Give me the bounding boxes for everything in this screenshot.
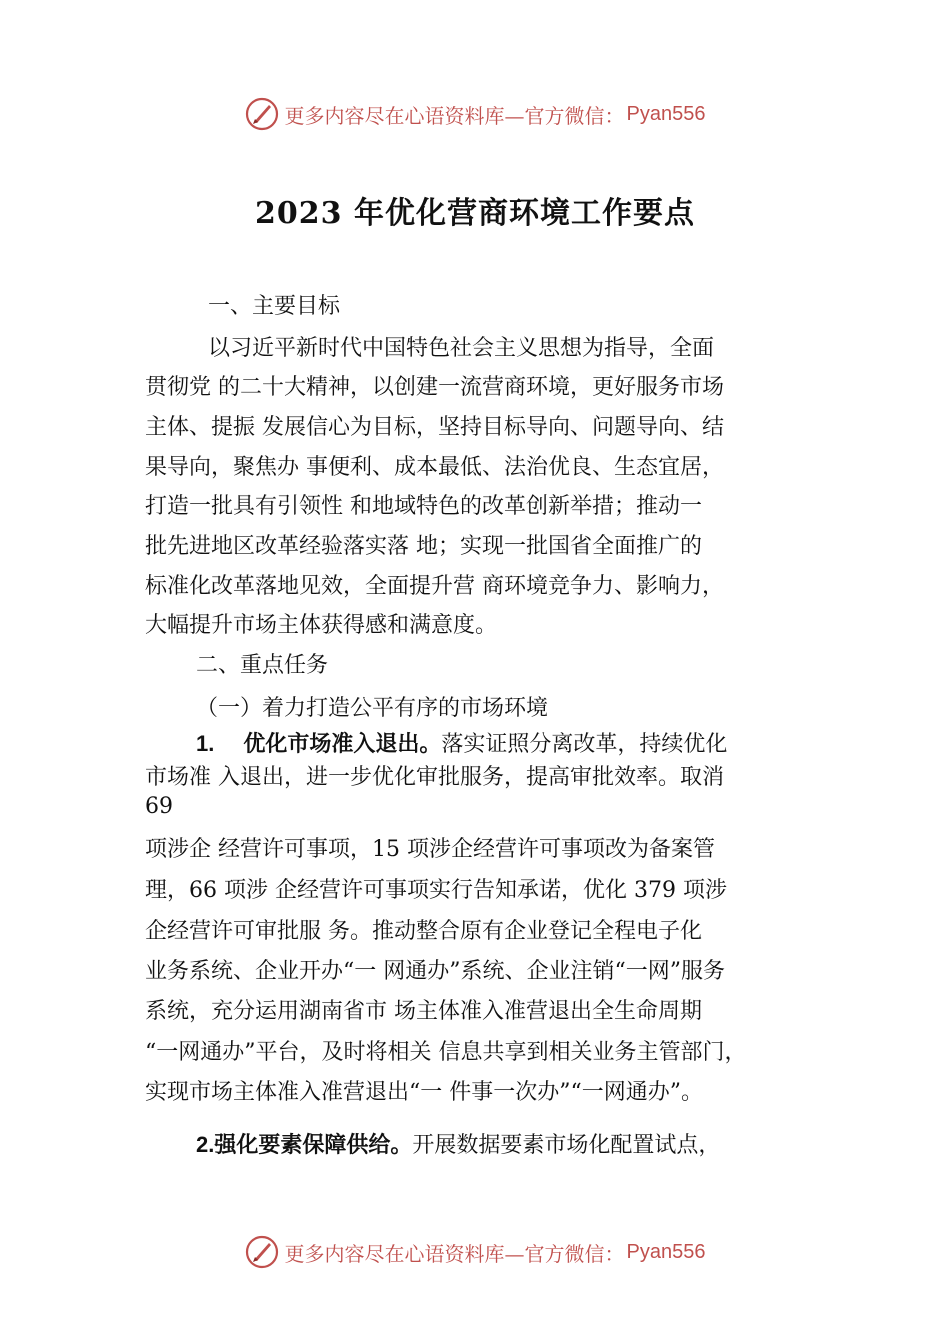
- header-watermark: [0, 94, 950, 134]
- quill-pen-seal-icon: [245, 1235, 279, 1269]
- item-2-text: 开展数据要素市场化配置试点，: [412, 1133, 721, 1158]
- footer-watermark: [0, 1232, 950, 1272]
- body-line: 以习近平新时代中国特色社会主义思想为指导，全面: [208, 336, 715, 361]
- body-line: 69: [145, 794, 173, 819]
- body-line: 系统，充分运用湖南省市 场主体准入准营退出全生命周期: [145, 999, 702, 1024]
- body-line: 果导向，聚焦办 事便利、成本最低、法治优良、生态宜居，: [145, 455, 724, 480]
- item-1-line: [196, 729, 727, 760]
- item-1-text: 落实证照分离改革，持续优化: [441, 732, 728, 757]
- watermark-text: 更多内容尽在心语资料库—官方微信：: [284, 1241, 625, 1266]
- body-line: 实现市场主体准入准营退出“一 件事一次办”“一网通办”。: [145, 1080, 703, 1105]
- item-2-heading: 2.强化要素保障供给。: [196, 1132, 413, 1157]
- item-1-number: 1.: [196, 731, 215, 756]
- watermark-text: 更多内容尽在心语资料库—官方微信：: [284, 103, 625, 128]
- body-line: 批先进地区改革经验落实落 地；实现一批国省全面推广的: [145, 534, 702, 559]
- body-line: 理，66 项涉 企经营许可事项实行告知承诺，优化 379 项涉: [145, 878, 727, 903]
- body-line: 标准化改革落地见效，全面提升营 商环境竞争力、影响力，: [145, 574, 724, 599]
- item-1-heading: 优化市场准入退出。: [243, 731, 442, 756]
- watermark-wechat-id: Pyan556: [626, 102, 706, 125]
- body-line: “一网通办”平台，及时将相关 信息共享到相关业务主管部门，: [145, 1040, 747, 1065]
- section-heading-goals: 一、主要目标: [208, 294, 341, 319]
- body-line: 打造一批具有引领性 和地域特色的改革创新举措；推动一: [145, 494, 702, 519]
- body-line: 贯彻党 的二十大精神，以创建一流营商环境，更好服务市场: [145, 375, 724, 400]
- document-title: 2023 年优化营商环境工作要点: [255, 196, 695, 231]
- section-heading-tasks: 二、重点任务: [196, 653, 329, 678]
- quill-pen-seal-icon: [245, 97, 279, 131]
- watermark-wechat-id: Pyan556: [626, 1240, 706, 1263]
- item-2-line: [196, 1130, 720, 1161]
- body-line: 大幅提升市场主体获得感和满意度。: [145, 613, 498, 638]
- body-line: 市场准 入退出，进一步优化审批服务，提高审批效率。取消: [145, 765, 724, 790]
- body-line: 项涉企 经营许可事项，15 项涉企经营许可事项改为备案管: [145, 837, 715, 862]
- body-line: 业务系统、企业开办“一 网通办”系统、企业注销“一网”服务: [145, 959, 725, 984]
- subsection-heading: （一）着力打造公平有序的市场环境: [196, 696, 549, 721]
- body-line: 主体、提振 发展信心为目标，坚持目标导向、问题导向、结: [145, 415, 724, 440]
- body-line: 企经营许可审批服 务。推动整合原有企业登记全程电子化: [145, 919, 702, 944]
